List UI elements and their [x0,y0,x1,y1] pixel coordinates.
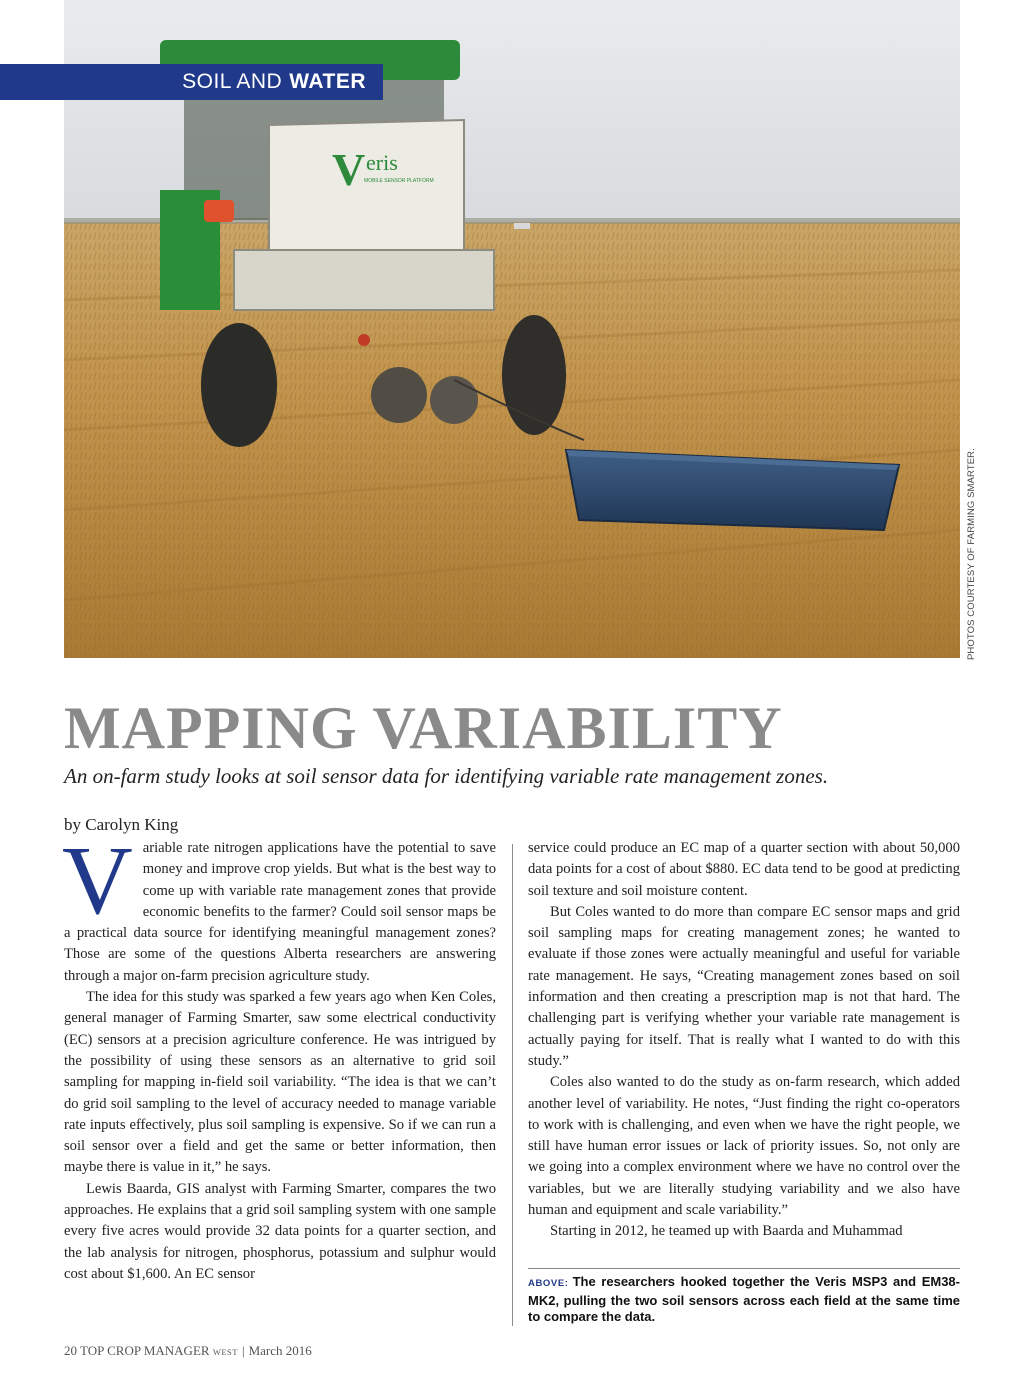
veris-logo-sub: MOBILE SENSOR PLATFORM [364,178,434,184]
article-headline: MAPPING VARIABILITY [64,695,783,761]
drop-cap: V [62,827,133,935]
body-paragraph: Lewis Baarda, GIS analyst with Farming Smarter, compares the two approaches. He explains that a grid soil sampling system with one sample every five acres would provide 32 data points for a quarter section, and the lab analysis for nitrogen, phosphorus, potassium and sulphur would cost about $1,600. An EC sensor [64,1180,496,1282]
footer-separator: | [241,1343,245,1358]
issue-date: March 2016 [248,1343,312,1358]
body-column-right [528,838,960,1243]
article-deck: An on-farm study looks at soil sensor data for identifying variable rate management zones. [64,764,829,788]
magazine-edition: WEST [212,1347,238,1357]
photo-credit [964,448,1024,660]
photo-caption [528,1268,960,1326]
body-paragraph: The idea for this study was sparked a few years ago when Ken Coles, general manager of Farming Smarter, saw some electrical conductivity (EC) sensors at a precision agriculture conference. He was intrigued by the possibility of using these sensors as an alternative to grid soil sampling for mapping in-field soil variability. “The idea is that we can’t do grid soil sampling to the level of accuracy needed to manage variable rate inputs effectively, plus soil sampling is expensive. So if we can run a soil sensor over a field and get the same or better information, then maybe there is value in it,” he says. [64,989,496,1176]
body-paragraph: But Coles wanted to do more than compare EC sensor maps and grid soil sampling maps for creating management zones; he wanted to evaluate if those zones were actually meaningful and useful for variable rate management. He says, “Creating management zones based on soil information and then creating a prescription map is not that hard. The challenging part is verifying whether your variable rate management is actually paying for itself. That is really what I wanted to do with this study.” [528,903,960,1069]
body-paragraph: Coles also wanted to do the study as on-farm research, which added another level of variability. He notes, “Just finding the right co-operators to work with is challenging, and even when we have the right people, we still have human error issues or lack of priority issues. So, not only are we going into a complex environment where we have no control over the variables, but we are literally studying variability and we also have human and equipment and scale variability.” [528,1074,960,1219]
paragraph-text: ariable rate nitrogen applications have the potential to save money and improve crop yields. But what is the best way to come up with variable rate management zones that provide economic benefits to the farmer? Could soil sensor maps be a practical data source for identifying meaningful management zones? Those are some of the questions Alberta researchers are answering through a major on-farm precision agriculture study. [64,840,496,984]
caption-label: ABOVE: [528,1278,569,1289]
body-column-left [62,827,496,1285]
veris-logo-initial: V [332,144,366,195]
body-paragraph [62,827,496,987]
page-number: 20 [64,1343,77,1358]
section-banner [0,64,383,100]
page-footer [64,1343,312,1359]
caption-text: The researchers hooked together the Veris MSP3 and EM38-MK2, pulling the two soil sensors across each field at the same time to compare the data. [528,1274,960,1324]
section-label-bold: WATER [289,70,366,93]
section-label-thin: SOIL AND [182,70,283,93]
photo-credit-text: PHOTOS COURTESY OF FARMING SMARTER. [966,448,977,660]
body-paragraph: service could produce an EC map of a quarter section with about 50,000 data points for a cost of about $880. EC data tend to be good at predicting soil texture and soil moisture content. [528,840,960,899]
veris-logo: eris [366,150,398,175]
magazine-name: TOP CROP MANAGER [80,1343,210,1358]
article-byline: by Carolyn King [64,815,179,834]
column-divider [512,844,513,1326]
body-paragraph: Starting in 2012, he teamed up with Baarda and Muhammad [550,1223,903,1240]
